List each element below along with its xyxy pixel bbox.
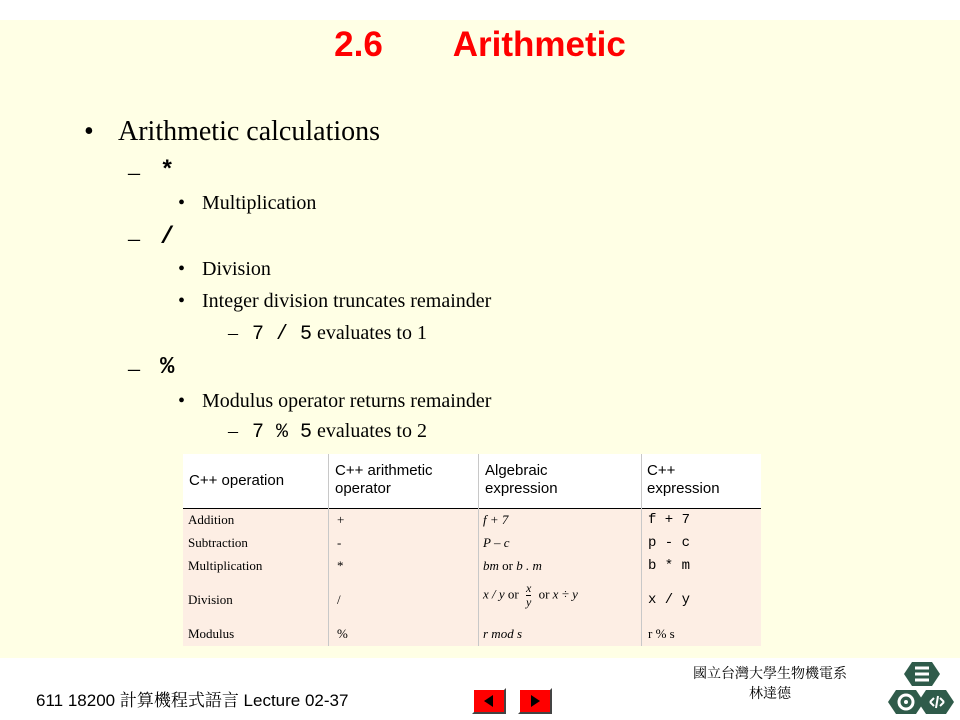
triangle-right-icon xyxy=(527,693,543,709)
footer-course-info: 611 18200 計算機程式語言 Lecture 02-37 xyxy=(36,691,349,710)
next-slide-button[interactable] xyxy=(518,688,552,714)
table-header xyxy=(183,454,761,509)
dash-modulus: – % xyxy=(128,354,175,382)
operators-table: C++ operation C++ arithmetic operator Algebraic expression C++ expression Addition + f + 7 f + 7 Subtraction - P – c p - c Multiplication * bm or b . m b * m Division / x / y or $\frac{x}{y}$ or x ÷ y x / y Modulus % r mod s r % s xyxy=(183,454,761,646)
previous-slide-button[interactable] xyxy=(472,688,506,714)
triangle-left-icon xyxy=(481,693,497,709)
header-cpp-expression: C++ expression xyxy=(647,462,720,497)
footer-department: 國立台灣大學生物機電系 林達德 xyxy=(693,666,847,702)
column-divider xyxy=(641,454,642,646)
slide-title xyxy=(0,25,960,65)
example-division: – 7 / 5 evaluates to 1 xyxy=(228,322,427,346)
title-number: 2.6 xyxy=(334,25,383,64)
dash-division: – / xyxy=(128,224,175,252)
department-logo-icon xyxy=(888,660,954,718)
fraction-x-over-y: $\frac{x}{y}$ xyxy=(526,581,532,609)
header-operator: C++ arithmetic operator xyxy=(335,462,433,497)
example-modulus: – 7 % 5 evaluates to 2 xyxy=(228,420,427,444)
header-algebraic: Algebraic expression xyxy=(485,462,558,497)
column-divider xyxy=(328,454,329,646)
header-operation: C++ operation xyxy=(189,472,285,489)
title-text: Arithmetic xyxy=(452,25,626,64)
dash-multiplication: – * xyxy=(128,158,175,186)
column-divider xyxy=(478,454,479,646)
